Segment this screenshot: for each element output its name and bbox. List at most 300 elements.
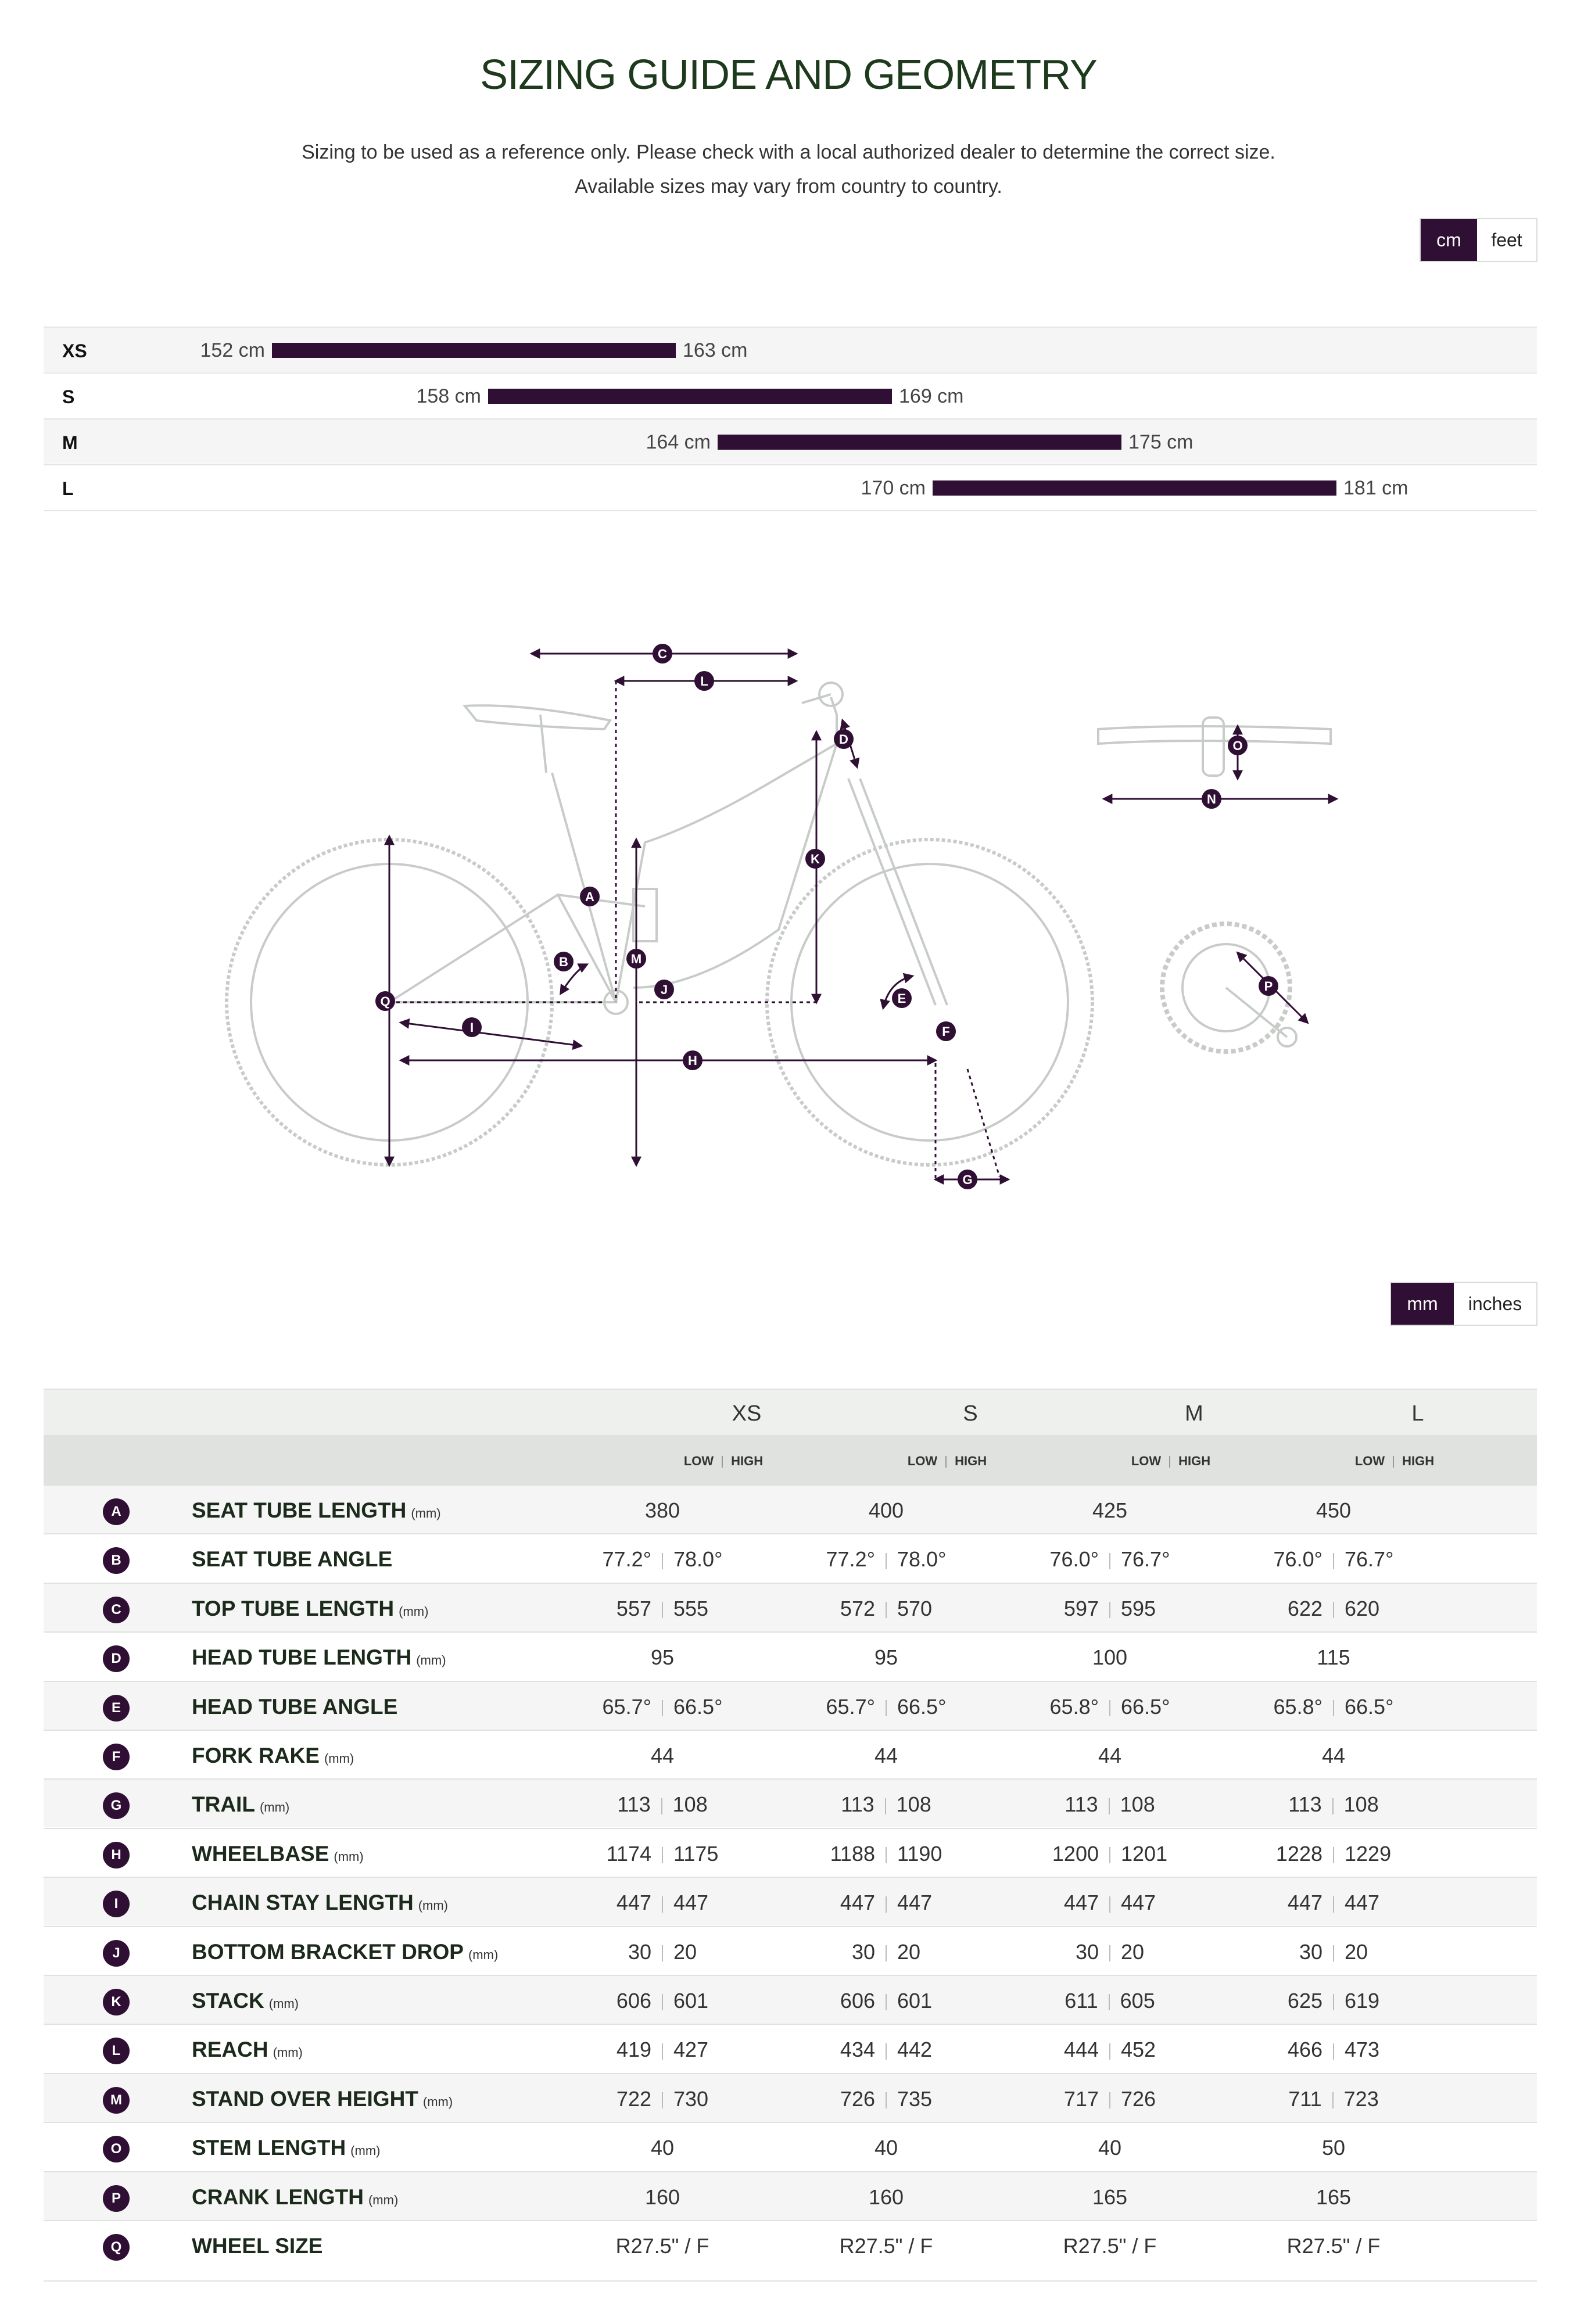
separator (1109, 1700, 1110, 1716)
diagram-marker (1202, 789, 1221, 809)
size-range-row (44, 327, 1537, 372)
size-label: S (62, 386, 75, 407)
high-value: 78.0° (673, 1547, 723, 1572)
high-value: 726 (1121, 2086, 1156, 2111)
svg-text:I: I (469, 1020, 474, 1035)
high-label: HIGH (731, 1454, 764, 1468)
table-row (44, 2073, 1537, 2122)
separator (662, 1994, 663, 2010)
low-value: 65.7° (826, 1694, 875, 1719)
svg-text:O: O (1232, 738, 1243, 753)
height-max: 163 cm (683, 339, 748, 361)
high-value: 1190 (897, 1841, 942, 1866)
value-cell: 44 (1321, 1744, 1346, 1767)
row-label: BOTTOM BRACKET DROP (mm) (192, 1939, 499, 1964)
value-cell (1023, 1891, 1197, 1915)
value-cell (799, 1597, 973, 1621)
separator (1109, 1896, 1110, 1913)
low-label: LOW (907, 1454, 938, 1468)
high-value: 452 (1121, 2038, 1156, 2062)
value-cell: 50 (1321, 2136, 1346, 2160)
high-value: 108 (896, 1792, 931, 1817)
separator (1169, 1456, 1170, 1468)
separator (886, 1602, 887, 1618)
value-cell (1246, 1547, 1421, 1572)
row-unit: (mm) (422, 2094, 453, 2109)
value-cell (1023, 1989, 1197, 2013)
value-cell (575, 1547, 750, 1572)
size-range-row (44, 464, 1537, 510)
height-min: 170 cm (861, 477, 926, 499)
svg-text:M: M (630, 952, 642, 966)
high-value: 76.7° (1121, 1547, 1170, 1572)
separator (1109, 2092, 1110, 2108)
separator (722, 1456, 723, 1468)
table-size-header (44, 1389, 1537, 1436)
high-value: 20 (1121, 1939, 1145, 1964)
high-value: 108 (1343, 1792, 1379, 1817)
separator (886, 2092, 887, 2108)
value-cell (1023, 1695, 1197, 1719)
value-cell (1246, 2038, 1421, 2062)
separator (1109, 1798, 1110, 1814)
svg-text:B: B (559, 955, 568, 969)
low-value: 113 (1288, 1792, 1322, 1817)
high-value: 620 (1345, 1596, 1380, 1620)
row-unit: (mm) (259, 1800, 290, 1815)
diagram-marker (936, 1021, 956, 1041)
value-cell (575, 2087, 750, 2111)
low-value: 65.8° (1273, 1694, 1322, 1719)
low-high-label (1307, 1454, 1482, 1469)
high-label: HIGH (1402, 1454, 1435, 1468)
high-value: 66.5° (1345, 1694, 1394, 1719)
row-label: HEAD TUBE ANGLE (192, 1694, 398, 1719)
value-cell: R27.5" / F (839, 2234, 933, 2258)
svg-text:F: F (942, 1024, 950, 1039)
row-label: SEAT TUBE ANGLE (192, 1547, 393, 1572)
height-min: 158 cm (416, 385, 481, 407)
separator (1109, 1602, 1110, 1618)
table-row (44, 1828, 1537, 1877)
table-row (44, 2220, 1537, 2269)
low-high-label (1084, 1454, 1258, 1469)
high-value: 570 (897, 1596, 933, 1620)
separator (1109, 1994, 1110, 2010)
height-unit-toggle (1420, 218, 1537, 262)
low-value: 76.0° (1049, 1547, 1099, 1572)
low-value: 572 (840, 1596, 875, 1620)
high-value: 1229 (1345, 1841, 1392, 1866)
separator (945, 1456, 947, 1468)
value-cell: 44 (874, 1744, 898, 1767)
svg-text:C: C (658, 647, 667, 661)
table-row (44, 1681, 1537, 1730)
size-range-row (44, 418, 1537, 464)
diagram-marker (626, 949, 646, 969)
low-value: 419 (616, 2038, 651, 2062)
low-value: 65.7° (602, 1694, 651, 1719)
low-value: 76.0° (1273, 1547, 1322, 1572)
value-cell (575, 1597, 750, 1621)
value-cell (1246, 1989, 1421, 2013)
high-value: 108 (1120, 1792, 1155, 1817)
height-range-bar (933, 480, 1336, 496)
geometry-unit-toggle (1390, 1282, 1537, 1326)
row-label: FORK RAKE (mm) (192, 1744, 354, 1767)
table-row (44, 1484, 1537, 1533)
separator (662, 1602, 663, 1618)
row-label: HEAD TUBE LENGTH (mm) (192, 1645, 446, 1670)
separator (886, 1945, 887, 1961)
low-label: LOW (1131, 1454, 1162, 1468)
value-cell (1246, 1842, 1421, 1866)
low-value: 447 (1063, 1891, 1099, 1915)
low-high-label (636, 1454, 811, 1469)
table-row (44, 1877, 1537, 1925)
value-cell (575, 1989, 750, 2013)
low-value: 30 (1075, 1939, 1099, 1964)
row-unit: (mm) (468, 1947, 499, 1962)
low-value: 622 (1287, 1596, 1322, 1620)
height-max: 169 cm (899, 385, 964, 407)
separator (662, 1847, 663, 1863)
separator (886, 1553, 887, 1569)
high-value: 20 (673, 1939, 697, 1964)
low-value: 1188 (830, 1841, 875, 1866)
value-cell: 165 (1316, 2185, 1352, 2209)
measure-lines (389, 654, 1336, 1179)
low-value: 611 (1065, 1989, 1098, 2013)
value-cell: 44 (1098, 1744, 1122, 1767)
value-cell (575, 1842, 750, 1866)
diagram-marker (462, 1017, 482, 1037)
value-cell: R27.5" / F (1286, 2234, 1381, 2258)
low-value: 1228 (1275, 1841, 1322, 1866)
low-value: 77.2° (826, 1547, 875, 1572)
low-value: 717 (1063, 2086, 1099, 2111)
value-cell (1023, 2038, 1197, 2062)
size-column-header: S (963, 1401, 978, 1426)
row-label: STEM LENGTH (mm) (192, 2136, 381, 2160)
value-cell: 95 (650, 1645, 675, 1670)
value-cell (799, 2038, 973, 2062)
row-unit: (mm) (334, 1849, 364, 1864)
value-cell: 95 (874, 1645, 898, 1670)
height-range-bar (488, 389, 892, 404)
height-max: 175 cm (1128, 431, 1193, 453)
high-value: 1175 (673, 1841, 719, 1866)
unit-inches-button[interactable]: inches (1454, 1283, 1536, 1325)
low-value: 113 (1065, 1792, 1098, 1817)
high-value: 447 (1345, 1891, 1380, 1915)
high-label: HIGH (1178, 1454, 1211, 1468)
table-bottom-divider (44, 2280, 1537, 2282)
value-cell (1246, 1891, 1421, 1915)
value-cell: 160 (868, 2185, 904, 2209)
low-value: 30 (851, 1939, 875, 1964)
value-cell: 44 (650, 1744, 675, 1767)
row-key-badge: H (103, 1842, 130, 1868)
high-value: 20 (897, 1939, 921, 1964)
row-unit: (mm) (416, 1653, 446, 1668)
value-cell (1023, 1940, 1197, 1964)
value-cell (575, 2038, 750, 2062)
value-cell: R27.5" / F (1063, 2234, 1157, 2258)
size-column-header: M (1185, 1401, 1203, 1426)
row-key-badge: J (103, 1940, 130, 1967)
unit-feet-button[interactable]: feet (1477, 219, 1536, 261)
value-cell: 400 (868, 1498, 904, 1522)
separator (662, 1945, 663, 1961)
row-label: STACK (mm) (192, 1989, 299, 2013)
row-key-badge: Q (103, 2234, 130, 2261)
value-cell (799, 1940, 973, 1964)
separator (1109, 1847, 1110, 1863)
diagram-marker (958, 1170, 977, 1189)
row-key-badge: I (103, 1891, 130, 1917)
value-cell (799, 1792, 973, 1817)
diagram-marker (683, 1050, 703, 1070)
row-key-badge: L (103, 2038, 130, 2064)
high-value: 619 (1345, 1989, 1380, 2013)
row-key-badge: G (103, 1792, 130, 1819)
size-label: L (62, 478, 74, 499)
value-cell (799, 1842, 973, 1866)
separator (1333, 1945, 1334, 1961)
svg-text:A: A (585, 890, 594, 904)
value-cell: 380 (644, 1498, 680, 1522)
high-value: 442 (897, 2038, 933, 2062)
row-label: CRANK LENGTH (mm) (192, 2185, 399, 2209)
diagram-marker (1259, 976, 1278, 996)
value-cell (799, 2087, 973, 2111)
size-label: M (62, 432, 78, 453)
height-max: 181 cm (1343, 477, 1408, 499)
value-cell (1023, 1842, 1197, 1866)
row-unit: (mm) (350, 2143, 381, 2158)
svg-text:Q: Q (380, 994, 390, 1009)
high-value: 601 (673, 1989, 709, 2013)
diagram-marker (653, 644, 672, 664)
row-key-badge: O (103, 2136, 130, 2162)
low-value: 1174 (606, 1841, 651, 1866)
diagram-marker (694, 671, 714, 691)
row-key-badge: C (103, 1597, 130, 1623)
separator (1393, 1456, 1394, 1468)
separator (1333, 1847, 1334, 1863)
table-row (44, 1778, 1537, 1827)
row-key-badge: M (103, 2087, 130, 2114)
value-cell: 425 (1092, 1498, 1128, 1522)
low-value: 77.2° (602, 1547, 651, 1572)
high-value: 20 (1345, 1939, 1368, 1964)
svg-text:G: G (962, 1172, 973, 1187)
separator (1333, 1994, 1334, 2010)
low-high-label (860, 1454, 1034, 1469)
separator (886, 2043, 887, 2060)
low-value: 30 (1299, 1939, 1322, 1964)
high-value: 723 (1343, 2086, 1379, 2111)
low-value: 1200 (1052, 1841, 1099, 1866)
low-value: 466 (1287, 2038, 1322, 2062)
separator (886, 1700, 887, 1716)
value-cell (799, 1891, 973, 1915)
separator (1333, 2043, 1334, 2060)
value-cell (799, 1547, 973, 1572)
separator (885, 1798, 886, 1814)
low-value: 597 (1063, 1596, 1099, 1620)
high-value: 601 (897, 1989, 933, 2013)
value-cell (575, 1695, 750, 1719)
separator (662, 1896, 663, 1913)
svg-text:P: P (1264, 979, 1273, 994)
row-key-badge: D (103, 1645, 130, 1672)
high-value: 473 (1345, 2038, 1380, 2062)
separator (1109, 1945, 1110, 1961)
table-row (44, 1975, 1537, 2024)
table-row (44, 1583, 1537, 1631)
table-row (44, 2171, 1537, 2220)
unit-cm-button[interactable]: cm (1421, 219, 1477, 261)
high-value: 1201 (1121, 1841, 1168, 1866)
row-key-badge: B (103, 1547, 130, 1574)
high-value: 595 (1121, 1596, 1156, 1620)
value-cell (1023, 2087, 1197, 2111)
low-value: 447 (840, 1891, 875, 1915)
row-label: STAND OVER HEIGHT (mm) (192, 2086, 453, 2111)
low-value: 434 (840, 2038, 875, 2062)
row-key-badge: F (103, 1744, 130, 1770)
row-unit: (mm) (411, 1506, 441, 1520)
svg-text:E: E (897, 991, 906, 1006)
row-label: WHEELBASE (mm) (192, 1841, 364, 1866)
separator (1333, 1553, 1334, 1569)
low-value: 726 (840, 2086, 875, 2111)
value-cell: 40 (650, 2136, 675, 2160)
value-cell (1246, 1597, 1421, 1621)
table-row (44, 1533, 1537, 1582)
row-key-badge: P (103, 2185, 130, 2212)
row-unit: (mm) (399, 1604, 429, 1619)
svg-text:L: L (700, 674, 708, 688)
separator (661, 1798, 662, 1814)
size-column-header: L (1411, 1401, 1424, 1426)
value-cell: 165 (1092, 2185, 1128, 2209)
diagram-marker (554, 952, 574, 971)
value-cell (799, 1989, 973, 2013)
low-value: 65.8° (1049, 1694, 1099, 1719)
disclaimer-line-1: Sizing to be used as a reference only. Please check with a local authorized dealer to determine the correct size. (302, 141, 1275, 163)
table-row (44, 1926, 1537, 1975)
value-cell (1246, 1695, 1421, 1719)
value-cell: 450 (1316, 1498, 1352, 1522)
row-label: WHEEL SIZE (192, 2234, 323, 2258)
row-label: TRAIL (mm) (192, 1792, 290, 1817)
value-cell: 115 (1317, 1645, 1350, 1670)
range-bottom-divider (44, 510, 1537, 511)
high-value: 427 (673, 2038, 709, 2062)
high-value: 78.0° (897, 1547, 947, 1572)
table-row (44, 1631, 1537, 1680)
height-range-bar (272, 343, 676, 358)
diagram-marker (892, 988, 912, 1008)
value-cell: 160 (644, 2185, 680, 2209)
separator (1333, 1700, 1334, 1716)
low-value: 113 (841, 1792, 874, 1817)
height-range-bar (718, 435, 1121, 450)
diagram-marker (805, 849, 825, 869)
high-value: 555 (673, 1596, 709, 1620)
row-label: TOP TUBE LENGTH (mm) (192, 1596, 429, 1620)
diagram-marker (1228, 736, 1248, 755)
separator (662, 2043, 663, 2060)
separator (886, 1896, 887, 1913)
row-label: SEAT TUBE LENGTH (mm) (192, 1498, 441, 1522)
high-value: 76.7° (1345, 1547, 1394, 1572)
value-cell: 40 (874, 2136, 898, 2160)
low-value: 444 (1063, 2038, 1099, 2062)
high-value: 66.5° (897, 1694, 947, 1719)
table-row (44, 2122, 1537, 2171)
svg-text:N: N (1207, 792, 1216, 806)
value-cell (1246, 1940, 1421, 1964)
value-cell (1023, 1547, 1197, 1572)
value-cell: 100 (1092, 1645, 1128, 1670)
high-value: 447 (673, 1891, 709, 1915)
diagram-marker (834, 729, 854, 749)
low-value: 606 (616, 1989, 651, 2013)
diagram-marker (580, 887, 600, 906)
row-key-badge: K (103, 1989, 130, 2015)
high-value: 66.5° (673, 1694, 723, 1719)
low-value: 606 (840, 1989, 875, 2013)
row-unit: (mm) (418, 1898, 449, 1913)
value-cell (1023, 1597, 1197, 1621)
value-cell (1246, 1792, 1421, 1817)
high-value: 447 (1121, 1891, 1156, 1915)
separator (1109, 2043, 1110, 2060)
row-label: REACH (mm) (192, 2038, 303, 2062)
unit-mm-button[interactable]: mm (1391, 1283, 1454, 1325)
high-value: 735 (897, 2086, 933, 2111)
geometry-diagram (0, 581, 1577, 1278)
table-row (44, 2024, 1537, 2072)
row-unit: (mm) (273, 2045, 303, 2060)
separator (662, 2092, 663, 2108)
row-unit: (mm) (324, 1751, 354, 1766)
disclaimer-line-2: Available sizes may vary from country to country. (575, 175, 1002, 198)
high-value: 108 (672, 1792, 708, 1817)
separator (1109, 1553, 1110, 1569)
value-cell (1023, 1792, 1197, 1817)
value-cell (575, 1792, 750, 1817)
separator (1332, 2092, 1334, 2108)
high-label: HIGH (955, 1454, 987, 1468)
page-title: SIZING GUIDE AND GEOMETRY (480, 52, 1097, 98)
low-value: 625 (1287, 1989, 1322, 2013)
size-column-header: XS (732, 1401, 762, 1426)
value-cell: R27.5" / F (615, 2234, 709, 2258)
separator (1333, 1896, 1334, 1913)
row-key-badge: E (103, 1695, 130, 1722)
table-low-high-header (44, 1435, 1537, 1484)
low-label: LOW (683, 1454, 714, 1468)
diagram-markers (375, 644, 1278, 1189)
high-value: 447 (897, 1891, 933, 1915)
value-cell: 40 (1098, 2136, 1122, 2160)
high-value: 730 (673, 2086, 709, 2111)
